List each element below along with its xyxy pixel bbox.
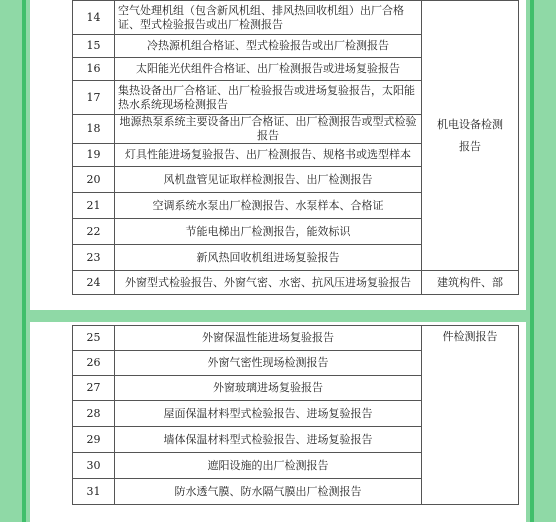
row-number: 22: [73, 219, 115, 245]
row-number: 24: [73, 271, 115, 295]
row-item: 集热设备出厂合格证、出厂检验报告或进场复验报告，太阳能热水系统现场检测报告: [115, 81, 422, 115]
row-number: 25: [73, 326, 115, 351]
row-item: 外窗保温性能进场复验报告: [115, 326, 422, 351]
row-number: 23: [73, 245, 115, 271]
row-number: 16: [73, 58, 115, 81]
category-building-part1: 建筑构件、部: [422, 271, 519, 295]
row-item: 空气处理机组（包含新风机组、排风热回收机组）出厂合格证、型式检验报告或出厂检测报告: [115, 1, 422, 35]
row-item: 防水透气膜、防水隔气膜出厂检测报告: [115, 479, 422, 505]
row-item: 外窗型式检验报告、外窗气密、水密、抗风压进场复验报告: [115, 271, 422, 295]
table-bottom-wrapper: [72, 325, 519, 505]
table-top: [72, 0, 519, 295]
row-item: 灯具性能进场复验报告、出厂检测报告、规格书或选型样本: [115, 144, 422, 167]
row-number: 30: [73, 453, 115, 479]
row-item: 风机盘管见证取样检测报告、出厂检测报告: [115, 167, 422, 193]
row-number: 26: [73, 351, 115, 376]
category-building-part2: 件检测报告: [422, 326, 519, 505]
table-row: [73, 326, 519, 351]
row-item: 空调系统水泵出厂检测报告、水泵样本、合格证: [115, 193, 422, 219]
row-number: 18: [73, 115, 115, 144]
document-page-top: [30, 0, 526, 310]
row-number: 31: [73, 479, 115, 505]
row-number: 28: [73, 401, 115, 427]
row-item: 节能电梯出厂检测报告，能效标识: [115, 219, 422, 245]
right-rail: [530, 0, 534, 522]
table-bottom: [72, 325, 519, 505]
row-item: 地源热泵系统主要设备出厂合格证、出厂检测报告或型式检验报告: [115, 115, 422, 144]
row-item: 冷热源机组合格证、型式检验报告或出厂检测报告: [115, 35, 422, 58]
row-number: 14: [73, 1, 115, 35]
table-row: [73, 1, 519, 35]
category-mep-label: 机电设备检测报告: [437, 117, 503, 153]
row-number: 19: [73, 144, 115, 167]
row-number: 27: [73, 376, 115, 401]
category-mep: [422, 1, 519, 271]
row-item: 太阳能光伏组件合格证、出厂检测报告或进场复验报告: [115, 58, 422, 81]
row-item: 屋面保温材料型式检验报告、进场复验报告: [115, 401, 422, 427]
document-page-bottom: [30, 322, 526, 522]
row-number: 20: [73, 167, 115, 193]
row-item: 外窗气密性现场检测报告: [115, 351, 422, 376]
row-item: 外窗玻璃进场复验报告: [115, 376, 422, 401]
row-item: 墙体保温材料型式检验报告、进场复验报告: [115, 427, 422, 453]
row-number: 29: [73, 427, 115, 453]
row-item: 遮阳设施的出厂检测报告: [115, 453, 422, 479]
left-rail: [22, 0, 26, 522]
table-top-wrapper: [72, 0, 519, 295]
table-row: [73, 271, 519, 295]
row-number: 17: [73, 81, 115, 115]
row-number: 21: [73, 193, 115, 219]
row-item: 新风热回收机组进场复验报告: [115, 245, 422, 271]
row-number: 15: [73, 35, 115, 58]
